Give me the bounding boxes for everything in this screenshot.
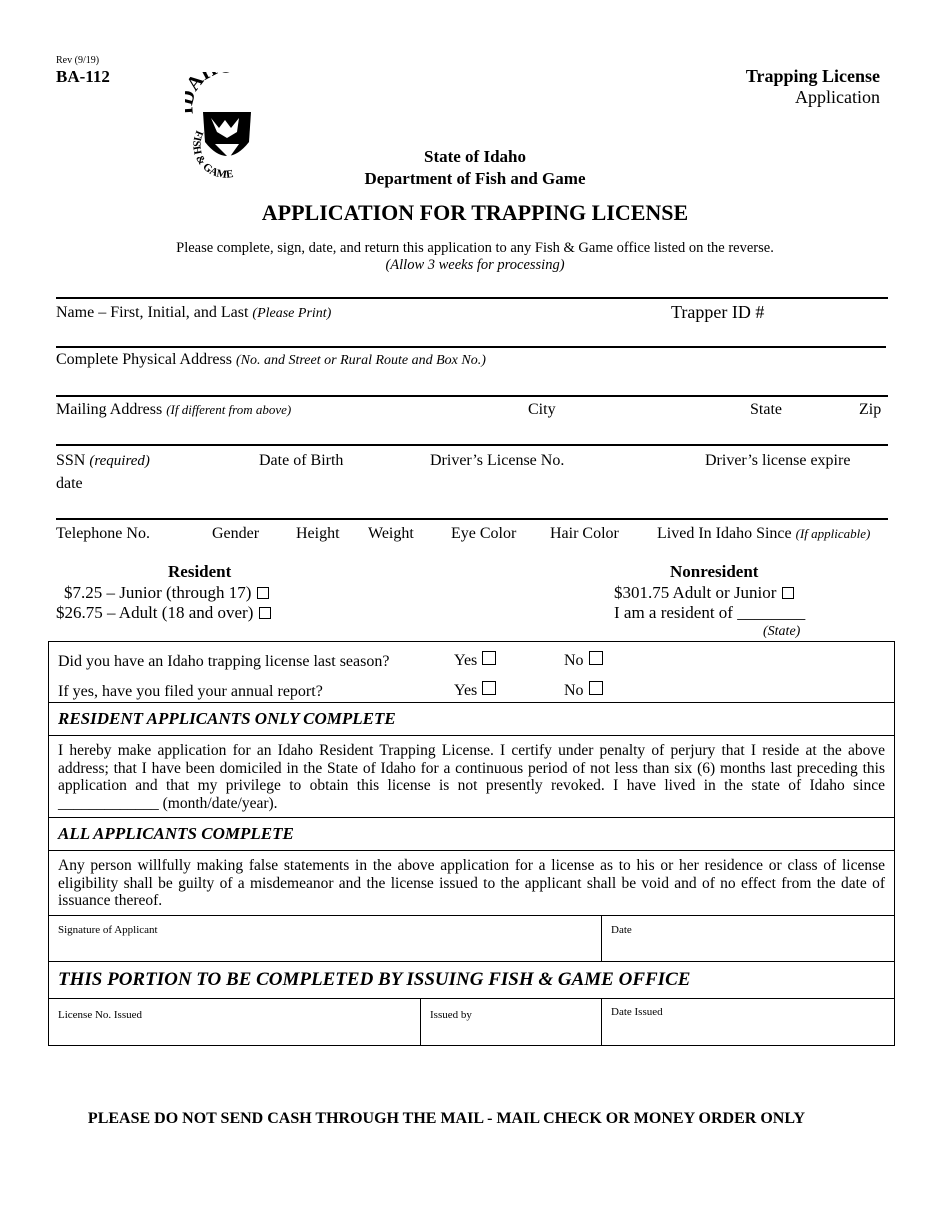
svg-text:FISH & GAME: FISH & GAME (190, 128, 235, 178)
ssn-field[interactable] (56, 452, 150, 470)
resident-junior-checkbox[interactable] (257, 587, 269, 599)
nonresident-checkbox[interactable] (782, 587, 794, 599)
no-label: No (564, 682, 584, 699)
divider (56, 395, 888, 397)
application-table (48, 641, 895, 1046)
department-name: Department of Fish and Game (364, 169, 586, 188)
drivers-license-number-field[interactable]: Driver’s License No. (430, 452, 565, 469)
physical-address-field[interactable] (56, 351, 486, 369)
header-title-bold: Trapping License (745, 66, 880, 86)
annual-report-yes[interactable] (454, 682, 496, 700)
date-of-birth-field[interactable]: Date of Birth (259, 452, 344, 469)
ssn-hint: (required) (89, 453, 150, 469)
instructions-line2: (Allow 3 weeks for processing) (385, 257, 565, 273)
name-hint: (Please Print) (252, 306, 332, 321)
state-field[interactable]: State (750, 401, 782, 418)
mailing-address-field[interactable] (56, 401, 291, 419)
question-annual-report: If yes, have you filed your annual report? (58, 683, 323, 700)
nonresident-heading: Nonresident (670, 562, 759, 581)
header-title-sub: Application (795, 87, 880, 107)
drivers-license-expire-date-label: date (56, 475, 83, 492)
instructions-line1: Please complete, sign, date, and return this application to any Fish & Game office listed on the reverse. (176, 240, 774, 256)
zip-field[interactable]: Zip (859, 401, 882, 418)
physical-address-label: Complete Physical Address (56, 351, 232, 368)
header-title (746, 66, 880, 108)
resident-adult-checkbox[interactable] (259, 607, 271, 619)
resident-section-heading: RESIDENT APPLICANTS ONLY COMPLETE (49, 703, 895, 736)
state-name: State of Idaho (423, 147, 526, 166)
nonresident-label: $301.75 Adult or Junior (614, 583, 777, 602)
annual-report-yes-checkbox[interactable] (482, 681, 496, 695)
lived-in-idaho-label: Lived In Idaho Since (657, 525, 792, 542)
divider (56, 444, 888, 446)
issued-by-field[interactable]: Issued by (421, 998, 602, 1045)
resident-junior-option[interactable] (64, 583, 269, 603)
payment-notice: PLEASE DO NOT SEND CASH THROUGH THE MAIL - MAIL CHECK OR MONEY ORDER ONLY (87, 1110, 806, 1127)
applicant-signature-field[interactable]: Signature of Applicant (49, 915, 602, 961)
question-prior-license: Did you have an Idaho trapping license last season? (58, 653, 390, 670)
physical-address-hint: (No. and Street or Rural Route and Box No.) (235, 353, 486, 368)
divider (56, 346, 886, 348)
eye-color-field[interactable]: Eye Color (451, 525, 517, 542)
height-field[interactable]: Height (296, 525, 340, 542)
svg-text:IDAHO (185, 72, 234, 115)
divider (56, 518, 888, 520)
yes-label: Yes (454, 652, 478, 669)
annual-report-no-checkbox[interactable] (589, 681, 603, 695)
prior-license-yes[interactable] (454, 652, 496, 670)
all-applicants-heading: ALL APPLICANTS COMPLETE (49, 818, 895, 851)
telephone-field[interactable]: Telephone No. (56, 525, 150, 542)
hair-color-field[interactable]: Hair Color (550, 525, 619, 542)
prior-license-no-checkbox[interactable] (589, 651, 603, 665)
mailing-address-hint: (If different from above) (166, 402, 292, 417)
name-label: Name – First, Initial, and Last (56, 304, 249, 321)
false-statement-warning: Any person willfully making false statements in the above application for a license as to his or her residence or class of license eligibility shall be guilty of a misdemeanor and the license issued to the applicant shall be void and of no effect from the date of issuance thereof. (49, 851, 895, 916)
office-section-heading: THIS PORTION TO BE COMPLETED BY ISSUING FISH & GAME OFFICE (49, 961, 895, 998)
resident-adult-label: $26.75 – Adult (18 and over) (56, 603, 254, 622)
divider (56, 297, 888, 299)
resident-of-field[interactable]: I am a resident of ________ (614, 603, 806, 622)
signature-date-field[interactable]: Date (602, 915, 895, 961)
name-field[interactable] (56, 304, 331, 322)
prior-license-yes-checkbox[interactable] (482, 651, 496, 665)
no-label: No (564, 652, 584, 669)
gender-field[interactable]: Gender (212, 525, 260, 542)
city-field[interactable]: City (528, 401, 556, 418)
resident-heading: Resident (168, 562, 232, 581)
license-number-issued-field[interactable]: License No. Issued (49, 998, 421, 1045)
agency-block (0, 146, 950, 190)
lived-in-idaho-hint: (If applicable) (795, 526, 871, 541)
date-issued-field[interactable]: Date Issued (602, 998, 895, 1045)
form-number: BA-112 (56, 67, 110, 86)
resident-certification-text: I hereby make application for an Idaho Resident Trapping License. I certify under penalty of perjury that I reside at the above address; that I have been domiciled in the State of Idaho for a continuous period of not less than six (6) months last preceding this application and that my privilege to obtain this license is not presently revoked. I have lived in the state of Idaho since _____________ (month/date/year). (49, 736, 895, 818)
mailing-address-label: Mailing Address (56, 401, 163, 418)
revision-date: Rev (9/19) (56, 55, 100, 66)
ssn-label: SSN (56, 452, 86, 469)
prior-license-no[interactable] (564, 652, 603, 670)
resident-junior-label: $7.25 – Junior (through 17) (64, 583, 252, 602)
weight-field[interactable]: Weight (368, 525, 414, 542)
lived-in-idaho-field[interactable] (657, 525, 870, 543)
page-title: APPLICATION FOR TRAPPING LICENSE (261, 200, 689, 225)
state-hint: (State) (763, 624, 801, 639)
resident-adult-option[interactable] (56, 603, 271, 623)
instructions (0, 240, 950, 274)
drivers-license-expire-field[interactable]: Driver’s license expire (705, 452, 851, 469)
trapper-id-field[interactable]: Trapper ID # (671, 302, 765, 322)
annual-report-no[interactable] (564, 682, 603, 700)
yes-label: Yes (454, 682, 478, 699)
nonresident-option[interactable] (614, 583, 794, 603)
